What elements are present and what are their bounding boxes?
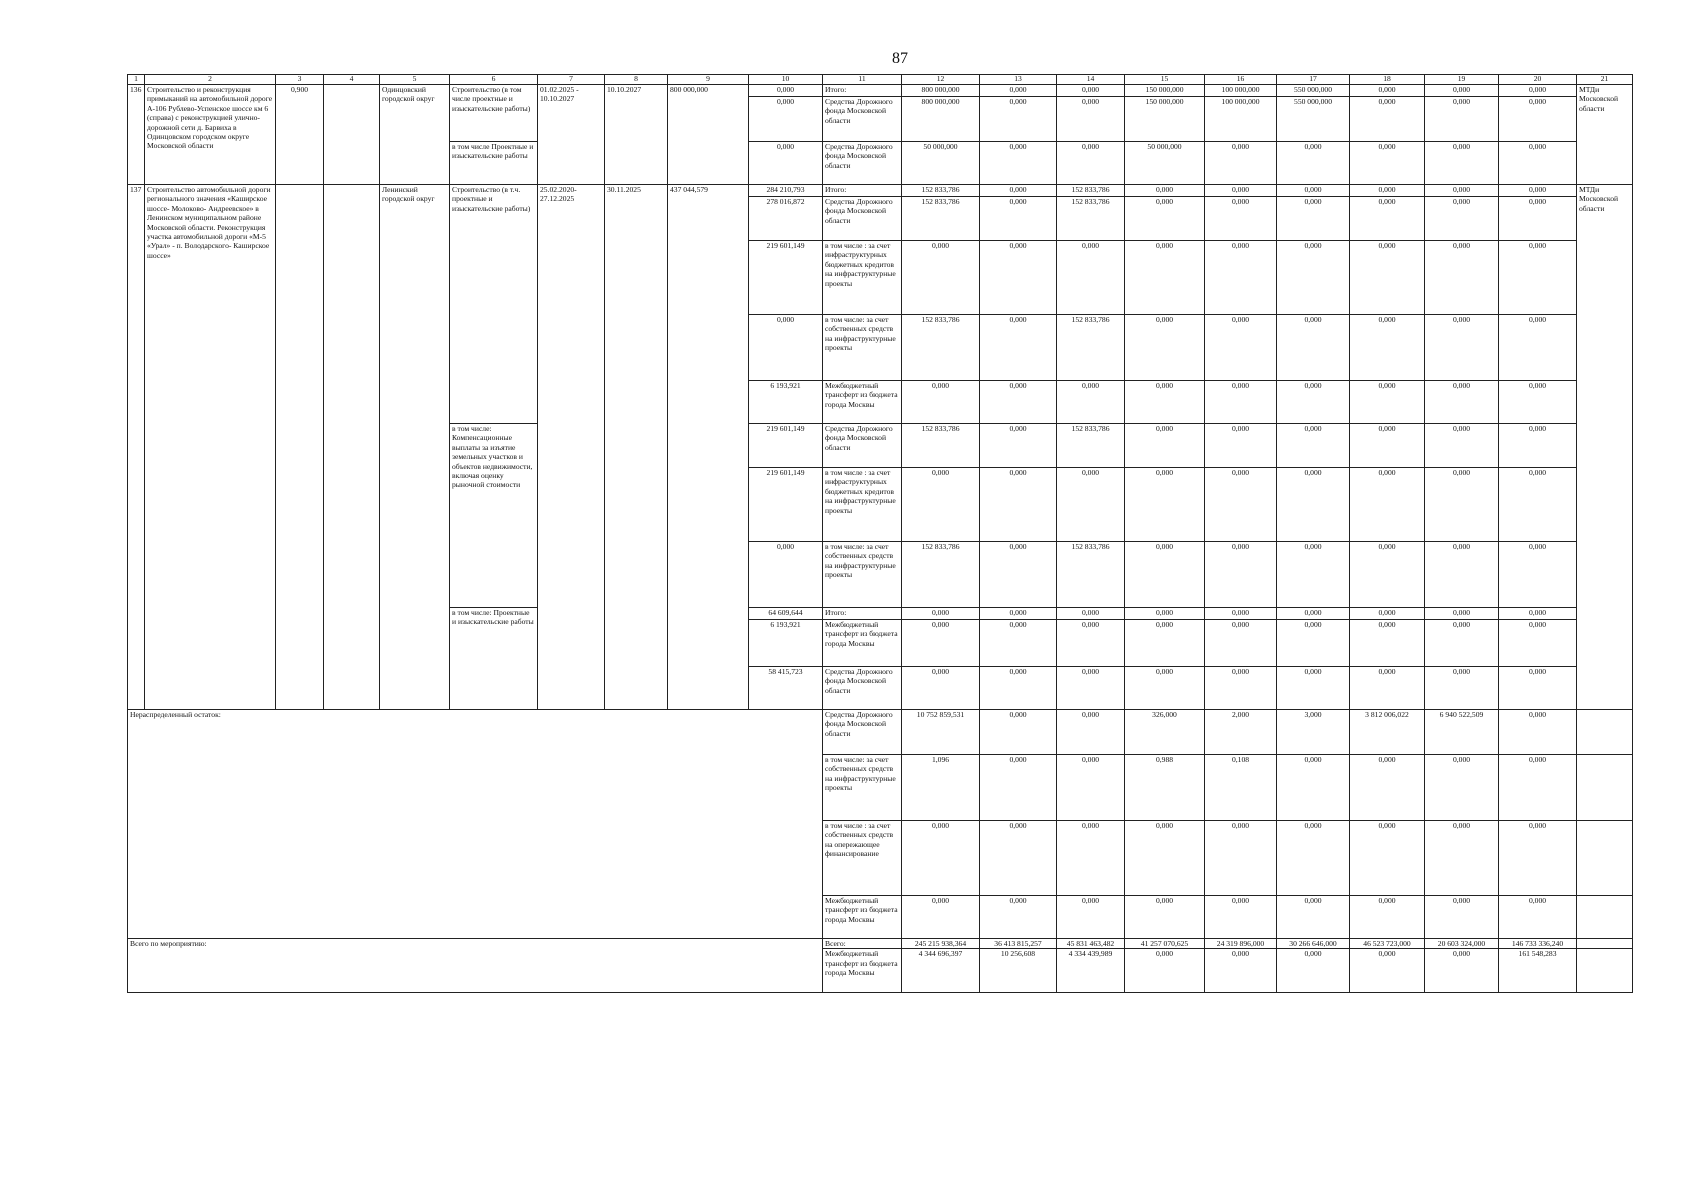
column-number-12: 12 [902, 75, 980, 85]
value-cell: 0,000 [1205, 241, 1277, 315]
value-cell: 0,000 [1125, 542, 1205, 608]
value-cell: 0,000 [1499, 896, 1577, 939]
value-cell: 0,000 [1125, 667, 1205, 710]
work-type-cell: Строительство (в том числе проектные и изыскательские работы) [450, 85, 538, 142]
value-cell: 20 603 324,000 [1425, 939, 1499, 949]
empty-cell [324, 185, 380, 710]
source-cell: Итого: [823, 608, 902, 620]
empty-cell [1577, 949, 1633, 993]
value-cell: 0,000 [1057, 468, 1125, 542]
value-cell: 0,000 [1350, 667, 1425, 710]
source-cell: в том числе: за счет собственных средств на инфраструктурные проекты [823, 755, 902, 821]
value-cell: 0,000 [1277, 542, 1350, 608]
value-cell: 0,000 [1125, 949, 1205, 993]
value-cell: 50 000,000 [1125, 142, 1205, 185]
source-cell: Всего: [823, 939, 902, 949]
value-cell: 0,000 [1277, 381, 1350, 424]
source-cell: Средства Дорожного фонда Московской области [823, 710, 902, 755]
value-cell: 0,000 [1125, 608, 1205, 620]
municipality-cell: Ленинский городской округ [380, 185, 450, 710]
value-cell: 46 523 723,000 [1350, 939, 1425, 949]
remainder-label: Нераспределенный остаток: [128, 710, 823, 939]
value-cell: 0,000 [1425, 241, 1499, 315]
work-type-cell: Строительство (в т.ч. проектные и изыскательские работы) [450, 185, 538, 424]
value-cell: 0,000 [1125, 424, 1205, 468]
source-cell: Межбюджетный трансферт из бюджета города Москвы [823, 896, 902, 939]
value-cell: 0,000 [902, 381, 980, 424]
value-cell: 0,000 [1350, 185, 1425, 197]
value-cell: 0,000 [1499, 97, 1577, 142]
source-cell: Итого: [823, 185, 902, 197]
value-cell: 0,988 [1125, 755, 1205, 821]
source-cell: в том числе : за счет собственных средств на опережающее финансирование [823, 821, 902, 896]
value-cell: 0,000 [980, 424, 1057, 468]
finance-cell: 0,000 [749, 142, 823, 185]
value-cell: 0,000 [1499, 608, 1577, 620]
total-label: Всего по мероприятию: [128, 939, 823, 993]
object-name: Строительство автомобильной дороги регионального значения «Каширское шоссе- Молоково- Андреевское» в Ленинском муниципальном районе Московской области. Реконструкция участка автомобильной дороги «М-5 «Урал» - п. Володарского- Каширское шоссе» [145, 185, 276, 710]
value-cell: 0,000 [1277, 620, 1350, 667]
value-cell: 0,000 [1277, 315, 1350, 381]
value-cell: 0,000 [1425, 381, 1499, 424]
column-number-18: 18 [1350, 75, 1425, 85]
value-cell: 0,000 [1057, 620, 1125, 667]
value-cell: 0,000 [980, 197, 1057, 241]
value-cell: 0,000 [1205, 197, 1277, 241]
finance-cell: 0,000 [749, 97, 823, 142]
source-cell: Межбюджетный трансферт из бюджета города Москвы [823, 381, 902, 424]
value-cell: 0,000 [1057, 85, 1125, 97]
value-cell: 0,000 [1125, 315, 1205, 381]
column-number-20: 20 [1499, 75, 1577, 85]
value-cell: 0,000 [1205, 315, 1277, 381]
value-cell: 0,000 [1350, 755, 1425, 821]
value-cell: 152 833,786 [1057, 197, 1125, 241]
value-cell: 0,000 [1277, 821, 1350, 896]
value-cell: 0,000 [1425, 896, 1499, 939]
value-cell: 0,000 [1277, 197, 1350, 241]
finance-cell: 6 193,921 [749, 381, 823, 424]
table-row [128, 185, 1633, 197]
value-cell: 0,000 [1277, 667, 1350, 710]
source-cell: в том числе : за счет инфраструктурных бюджетных кредитов на инфраструктурные проекты [823, 468, 902, 542]
value-cell: 3 812 006,022 [1350, 710, 1425, 755]
column-number-6: 6 [450, 75, 538, 85]
value-cell: 0,000 [1499, 381, 1577, 424]
value-cell: 0,000 [902, 620, 980, 667]
finance-cell: 278 016,872 [749, 197, 823, 241]
value-cell: 152 833,786 [1057, 185, 1125, 197]
value-cell: 0,000 [1350, 620, 1425, 667]
value-cell: 10 256,608 [980, 949, 1057, 993]
value-cell: 3,000 [1277, 710, 1350, 755]
value-cell: 0,000 [902, 896, 980, 939]
empty-cell [1577, 821, 1633, 896]
capacity-cell: 0,900 [276, 85, 324, 185]
cost-cell: 437 044,579 [668, 185, 749, 710]
value-cell: 0,000 [1425, 315, 1499, 381]
value-cell: 0,000 [1205, 468, 1277, 542]
value-cell: 0,000 [980, 315, 1057, 381]
value-cell: 0,000 [1205, 896, 1277, 939]
value-cell: 0,000 [1205, 142, 1277, 185]
value-cell: 4 334 439,989 [1057, 949, 1125, 993]
value-cell: 0,000 [1057, 896, 1125, 939]
value-cell: 0,000 [1125, 468, 1205, 542]
value-cell: 152 833,786 [1057, 424, 1125, 468]
value-cell: 0,000 [1499, 197, 1577, 241]
value-cell: 161 548,283 [1499, 949, 1577, 993]
value-cell: 0,000 [1425, 667, 1499, 710]
empty-cell [1577, 939, 1633, 949]
work-type-cell: в том числе: Проектные и изыскательские работы [450, 608, 538, 710]
value-cell: 100 000,000 [1205, 85, 1277, 97]
value-cell: 0,000 [1277, 608, 1350, 620]
value-cell: 0,000 [1350, 424, 1425, 468]
column-number-9: 9 [668, 75, 749, 85]
value-cell: 0,000 [1350, 468, 1425, 542]
column-number-8: 8 [605, 75, 668, 85]
value-cell: 152 833,786 [902, 197, 980, 241]
value-cell: 0,000 [1425, 608, 1499, 620]
value-cell: 152 833,786 [1057, 315, 1125, 381]
source-cell: в том числе : за счет инфраструктурных бюджетных кредитов на инфраструктурные проекты [823, 241, 902, 315]
value-cell: 0,000 [980, 97, 1057, 142]
source-cell: Средства Дорожного фонда Московской области [823, 197, 902, 241]
value-cell: 0,000 [1499, 821, 1577, 896]
value-cell: 0,000 [1350, 381, 1425, 424]
column-number-2: 2 [145, 75, 276, 85]
value-cell: 0,000 [1499, 185, 1577, 197]
value-cell: 0,000 [1205, 949, 1277, 993]
value-cell: 0,000 [1350, 896, 1425, 939]
value-cell: 0,000 [980, 710, 1057, 755]
value-cell: 0,000 [1125, 620, 1205, 667]
value-cell: 152 833,786 [902, 185, 980, 197]
value-cell: 0,000 [980, 381, 1057, 424]
empty-cell [276, 185, 324, 710]
finance-cell: 219 601,149 [749, 468, 823, 542]
value-cell: 0,000 [1057, 667, 1125, 710]
empty-cell [324, 85, 380, 185]
value-cell: 24 319 896,000 [1205, 939, 1277, 949]
finance-table-sheet [127, 74, 1633, 993]
value-cell: 0,000 [980, 608, 1057, 620]
page-number: 87 [892, 50, 908, 67]
value-cell: 0,000 [1205, 667, 1277, 710]
source-cell: Средства Дорожного фонда Московской области [823, 142, 902, 185]
value-cell: 0,000 [980, 142, 1057, 185]
value-cell: 4 344 696,397 [902, 949, 980, 993]
column-number-10: 10 [749, 75, 823, 85]
value-cell: 0,000 [1425, 185, 1499, 197]
value-cell: 0,000 [1277, 949, 1350, 993]
column-number-14: 14 [1057, 75, 1125, 85]
value-cell: 0,000 [902, 821, 980, 896]
value-cell: 41 257 070,625 [1125, 939, 1205, 949]
row-number: 136 [128, 85, 145, 185]
value-cell: 0,000 [1057, 381, 1125, 424]
value-cell: 0,000 [1499, 468, 1577, 542]
value-cell: 0,000 [1350, 315, 1425, 381]
column-number-21: 21 [1577, 75, 1633, 85]
value-cell: 0,000 [980, 821, 1057, 896]
value-cell: 0,000 [1350, 542, 1425, 608]
source-cell: Межбюджетный трансферт из бюджета города Москвы [823, 949, 902, 993]
table-row [128, 85, 1633, 97]
table-row [128, 939, 1633, 949]
value-cell: 0,000 [980, 542, 1057, 608]
value-cell: 45 831 463,482 [1057, 939, 1125, 949]
value-cell: 0,000 [1350, 85, 1425, 97]
value-cell: 0,000 [1499, 424, 1577, 468]
value-cell: 146 733 336,240 [1499, 939, 1577, 949]
value-cell: 0,000 [902, 608, 980, 620]
value-cell: 0,000 [980, 241, 1057, 315]
finance-cell: 0,000 [749, 315, 823, 381]
municipality-cell: Одинцовский городской округ [380, 85, 450, 185]
period-cell: 25.02.2020- 27.12.2025 [538, 185, 605, 710]
source-cell: в том числе: за счет собственных средств на инфраструктурные проекты [823, 315, 902, 381]
value-cell: 0,000 [1425, 620, 1499, 667]
source-cell: Средства Дорожного фонда Московской области [823, 667, 902, 710]
value-cell: 0,000 [1057, 710, 1125, 755]
value-cell: 0,000 [1125, 821, 1205, 896]
value-cell: 0,000 [1499, 542, 1577, 608]
column-number-3: 3 [276, 75, 324, 85]
column-number-1: 1 [128, 75, 145, 85]
column-number-4: 4 [324, 75, 380, 85]
value-cell: 0,000 [1125, 241, 1205, 315]
value-cell: 0,000 [1205, 542, 1277, 608]
value-cell: 0,000 [1499, 710, 1577, 755]
value-cell: 0,000 [1425, 85, 1499, 97]
finance-cell: 284 210,793 [749, 185, 823, 197]
value-cell: 0,000 [1350, 821, 1425, 896]
value-cell: 0,108 [1205, 755, 1277, 821]
value-cell: 0,000 [1350, 197, 1425, 241]
finance-cell: 6 193,921 [749, 620, 823, 667]
value-cell: 550 000,000 [1277, 85, 1350, 97]
value-cell: 1,096 [902, 755, 980, 821]
empty-cell [1577, 896, 1633, 939]
value-cell: 0,000 [1125, 197, 1205, 241]
work-type-cell: в том числе: Компенсационные выплаты за изъятие земельных участков и объектов недвижимости, включая оценку рыночной стоимости [450, 424, 538, 608]
finance-cell: 64 609,644 [749, 608, 823, 620]
value-cell: 0,000 [1277, 468, 1350, 542]
customer-cell: МТДи Московской области [1577, 85, 1633, 185]
value-cell: 0,000 [1425, 542, 1499, 608]
value-cell: 152 833,786 [902, 424, 980, 468]
value-cell: 0,000 [902, 241, 980, 315]
value-cell: 0,000 [1499, 142, 1577, 185]
value-cell: 0,000 [1205, 424, 1277, 468]
value-cell: 0,000 [980, 620, 1057, 667]
value-cell: 0,000 [1350, 97, 1425, 142]
value-cell: 0,000 [1205, 821, 1277, 896]
value-cell: 152 833,786 [1057, 542, 1125, 608]
value-cell: 150 000,000 [1125, 85, 1205, 97]
value-cell: 0,000 [1425, 949, 1499, 993]
source-cell: Средства Дорожного фонда Московской области [823, 97, 902, 142]
source-cell: в том числе: за счет собственных средств на инфраструктурные проекты [823, 542, 902, 608]
value-cell: 100 000,000 [1205, 97, 1277, 142]
value-cell: 800 000,000 [902, 97, 980, 142]
value-cell: 0,000 [980, 667, 1057, 710]
column-number-15: 15 [1125, 75, 1205, 85]
value-cell: 0,000 [1350, 142, 1425, 185]
value-cell: 0,000 [1499, 755, 1577, 821]
table-row [128, 710, 1633, 755]
end-date-cell: 30.11.2025 [605, 185, 668, 710]
value-cell: 0,000 [980, 85, 1057, 97]
value-cell: 0,000 [1277, 142, 1350, 185]
value-cell: 0,000 [1277, 241, 1350, 315]
value-cell: 150 000,000 [1125, 97, 1205, 142]
value-cell: 0,000 [1425, 821, 1499, 896]
finance-cell: 58 415,723 [749, 667, 823, 710]
header-row [128, 75, 1633, 85]
object-name: Строительство и реконструкция примыканий на автомобильной дороге А-106 Рублево-Успенское шоссе км 6 (справа) с реконструкцией улично-дорожной сети д. Барвиха в Одинцовском городском округе Московской области [145, 85, 276, 185]
value-cell: 0,000 [1057, 142, 1125, 185]
value-cell: 0,000 [980, 185, 1057, 197]
row-number: 137 [128, 185, 145, 710]
column-number-5: 5 [380, 75, 450, 85]
value-cell: 0,000 [1125, 381, 1205, 424]
source-cell: Итого: [823, 85, 902, 97]
value-cell: 0,000 [1425, 468, 1499, 542]
column-number-11: 11 [823, 75, 902, 85]
source-cell: Межбюджетный трансферт из бюджета города Москвы [823, 620, 902, 667]
value-cell: 0,000 [1425, 424, 1499, 468]
value-cell: 0,000 [1205, 608, 1277, 620]
value-cell: 0,000 [1277, 424, 1350, 468]
finance-cell: 0,000 [749, 85, 823, 97]
period-cell: 01.02.2025 - 10.10.2027 [538, 85, 605, 185]
value-cell: 0,000 [1499, 241, 1577, 315]
value-cell: 10 752 859,531 [902, 710, 980, 755]
value-cell: 0,000 [1057, 97, 1125, 142]
value-cell: 0,000 [1125, 896, 1205, 939]
finance-table [127, 74, 1633, 993]
value-cell: 0,000 [1125, 185, 1205, 197]
value-cell: 2,000 [1205, 710, 1277, 755]
value-cell: 152 833,786 [902, 315, 980, 381]
value-cell: 0,000 [1499, 667, 1577, 710]
value-cell: 0,000 [980, 468, 1057, 542]
empty-cell [1577, 710, 1633, 755]
value-cell: 0,000 [1277, 896, 1350, 939]
column-number-7: 7 [538, 75, 605, 85]
value-cell: 0,000 [1499, 315, 1577, 381]
value-cell: 0,000 [1499, 85, 1577, 97]
column-number-16: 16 [1205, 75, 1277, 85]
column-number-19: 19 [1425, 75, 1499, 85]
value-cell: 0,000 [1425, 97, 1499, 142]
source-cell: Средства Дорожного фонда Московской области [823, 424, 902, 468]
value-cell: 152 833,786 [902, 542, 980, 608]
value-cell: 0,000 [1205, 185, 1277, 197]
value-cell: 50 000,000 [902, 142, 980, 185]
value-cell: 30 266 646,000 [1277, 939, 1350, 949]
column-number-13: 13 [980, 75, 1057, 85]
finance-cell: 219 601,149 [749, 424, 823, 468]
value-cell: 0,000 [1277, 185, 1350, 197]
value-cell: 0,000 [1057, 241, 1125, 315]
finance-cell: 0,000 [749, 542, 823, 608]
value-cell: 0,000 [1277, 755, 1350, 821]
value-cell: 0,000 [1057, 821, 1125, 896]
value-cell: 0,000 [1350, 241, 1425, 315]
column-number-17: 17 [1277, 75, 1350, 85]
finance-cell: 219 601,149 [749, 241, 823, 315]
value-cell: 0,000 [1205, 381, 1277, 424]
value-cell: 0,000 [902, 468, 980, 542]
value-cell: 0,000 [1425, 197, 1499, 241]
value-cell: 0,000 [980, 896, 1057, 939]
value-cell: 800 000,000 [902, 85, 980, 97]
value-cell: 0,000 [1057, 755, 1125, 821]
value-cell: 0,000 [1205, 620, 1277, 667]
value-cell: 0,000 [980, 755, 1057, 821]
value-cell: 0,000 [1350, 608, 1425, 620]
value-cell: 0,000 [902, 667, 980, 710]
value-cell: 0,000 [1499, 620, 1577, 667]
value-cell: 550 000,000 [1277, 97, 1350, 142]
work-type-cell: в том числе Проектные и изыскательские работы [450, 142, 538, 185]
empty-cell [1577, 755, 1633, 821]
value-cell: 0,000 [1425, 755, 1499, 821]
value-cell: 0,000 [1350, 949, 1425, 993]
customer-cell: МТДи Московской области [1577, 185, 1633, 710]
value-cell: 6 940 522,509 [1425, 710, 1499, 755]
value-cell: 36 413 815,257 [980, 939, 1057, 949]
value-cell: 245 215 938,364 [902, 939, 980, 949]
value-cell: 326,000 [1125, 710, 1205, 755]
value-cell: 0,000 [1057, 608, 1125, 620]
cost-cell: 800 000,000 [668, 85, 749, 185]
end-date-cell: 10.10.2027 [605, 85, 668, 185]
value-cell: 0,000 [1425, 142, 1499, 185]
